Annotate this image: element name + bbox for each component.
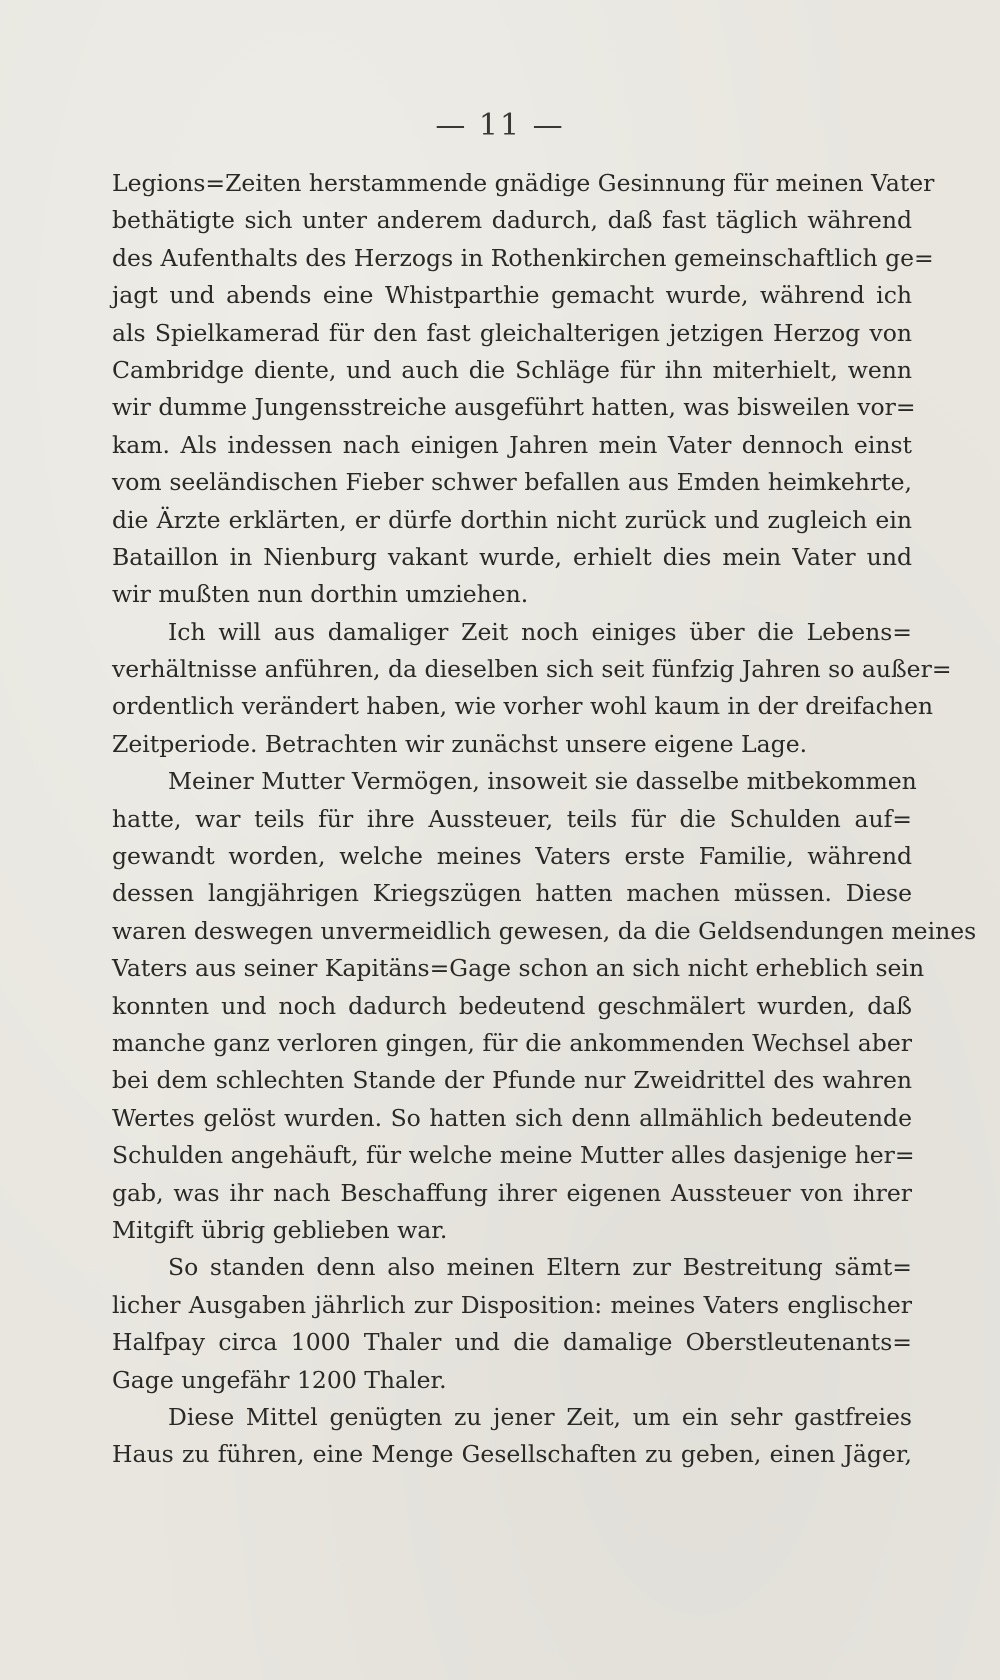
text-line: ordentlich verändert haben, wie vorher wohl kaum in der dreifachen [112,692,933,721]
text-line: als Spielkamerad für den fast gleichalterigen jetzigen Herzog von [112,318,912,347]
text-line: Diese Mittel genügten zu jener Zeit, um ein sehr gastfreies [168,1402,912,1431]
text-line: konnten und noch dadurch bedeutend geschmälert wurden, daß [112,991,912,1020]
text-line: waren deswegen unvermeidlich gewesen, da die Geldsendungen meines [112,916,977,945]
text-line: vom seeländischen Fieber schwer befallen aus Emden heimkehrte, [112,468,912,497]
text-line: Haus zu führen, eine Menge Gesellschaften zu geben, einen Jäger, [112,1440,912,1469]
text-line: Zeitperiode. Betrachten wir zunächst unsere eigene Lage. [112,729,808,758]
text-line: dessen langjährigen Kriegszügen hatten machen müssen. Diese [112,879,912,908]
text-line: So standen denn also meinen Eltern zur Bestreitung sämt= [168,1253,912,1282]
text-line: des Aufenthalts des Herzogs in Rothenkirchen gemeinschaftlich ge= [112,243,934,272]
text-line: wir dumme Jungensstreiche ausgeführt hatten, was bisweilen vor= [112,393,916,422]
text-line: gab, was ihr nach Beschaffung ihrer eigenen Aussteuer von ihrer [112,1178,912,1207]
text-line: kam. Als indessen nach einigen Jahren mein Vater dennoch einst [112,430,912,459]
text-line: Mitgift übrig geblieben war. [112,1215,448,1244]
text-line: manche ganz verloren gingen, für die ankommenden Wechsel aber [112,1028,912,1057]
body-text [112,165,977,1474]
page-number: — 11 — [435,108,565,143]
text-line: Ich will aus damaliger Zeit noch einiges über die Lebens= [168,617,912,646]
text-line: verhältnisse anführen, da dieselben sich seit fünfzig Jahren so außer= [112,655,952,684]
text-line: Vaters aus seiner Kapitäns=Gage schon an sich nicht erheblich sein [112,954,925,983]
text-line: Wertes gelöst wurden. So hatten sich denn allmählich bedeutende [112,1103,912,1132]
text-line: Gage ungefähr 1200 Thaler. [112,1365,447,1394]
text-line: Meiner Mutter Vermögen, insoweit sie dasselbe mitbekommen [168,767,917,796]
text-line: Halfpay circa 1000 Thaler und die damalige Oberstleutenants= [112,1328,912,1357]
text-line: jagt und abends eine Whistparthie gemacht wurde, während ich [112,281,912,310]
text-line: Schulden angehäuft, für welche meine Mutter alles dasjenige her= [112,1141,915,1170]
text-line: licher Ausgaben jährlich zur Disposition: meines Vaters englischer [112,1290,912,1319]
text-line: bethätigte sich unter anderem dadurch, daß fast täglich während [112,206,912,235]
text-line: Bataillon in Nienburg vakant wurde, erhielt dies mein Vater und [112,542,912,571]
text-line: bei dem schlechten Stande der Pfunde nur Zweidrittel des wahren [112,1066,912,1095]
text-line: Cambridge diente, und auch die Schläge für ihn miterhielt, wenn [112,355,912,384]
text-line: wir mußten nun dorthin umziehen. [112,580,529,609]
text-line: hatte, war teils für ihre Aussteuer, teils für die Schulden auf= [112,804,912,833]
text-line: Legions=Zeiten herstammende gnädige Gesinnung für meinen Vater [112,169,935,197]
text-line: die Ärzte erklärten, er dürfe dorthin nicht zurück und zugleich ein [112,505,912,534]
text-line: gewandt worden, welche meines Vaters erste Familie, während [112,842,912,871]
